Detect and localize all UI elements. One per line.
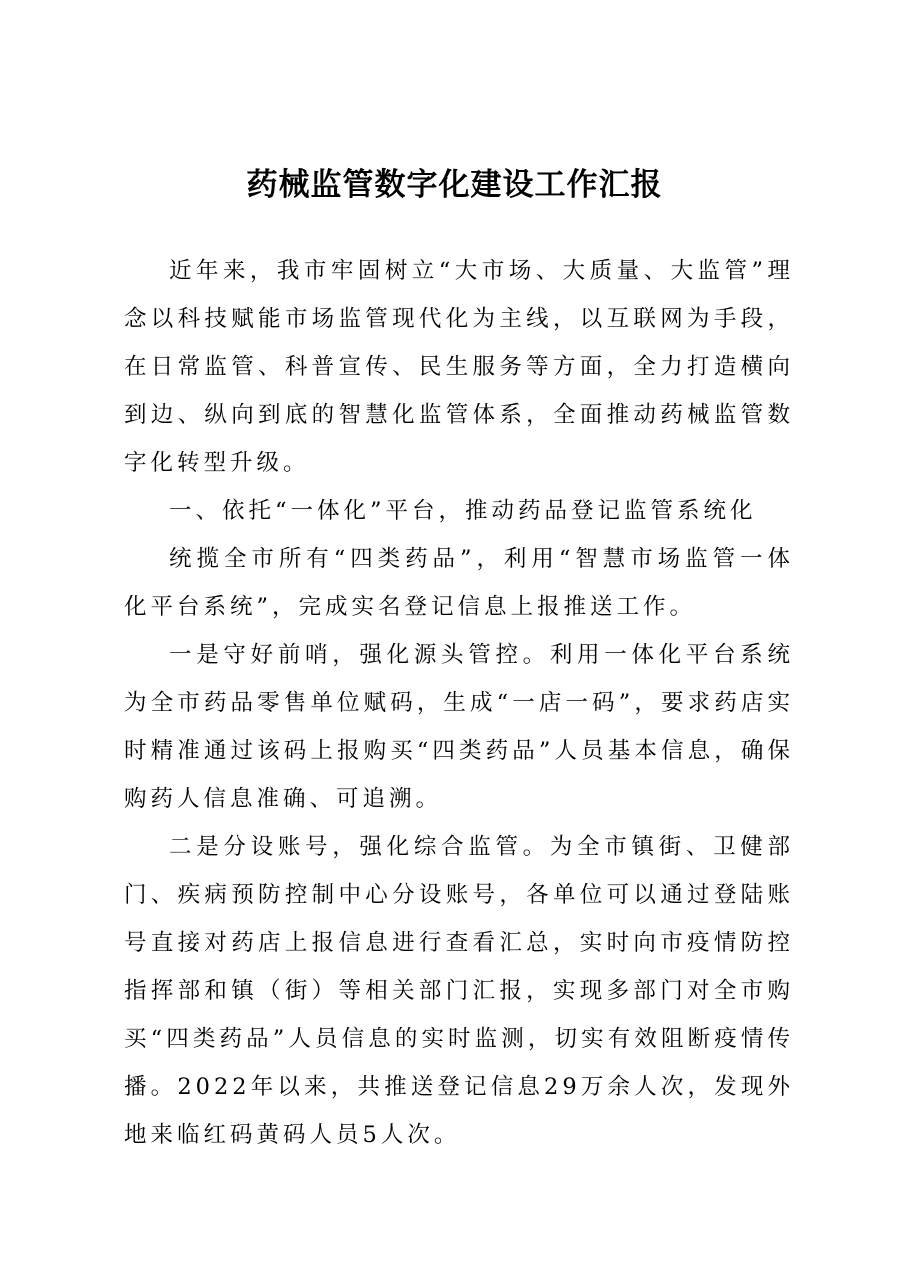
paragraph-intro: 近年来，我市牢固树立“大市场、大质量、大监管”理念以科技赋能市场监管现代化为主线，以互联网为手段，在日常监管、科普宣传、民生服务等方面，全力打造横向到边、纵向到底的智慧化监管体系，全面推动药械监管数字化转型升级。 [124, 258, 794, 476]
document-title: 药械监管数字化建设工作汇报 [246, 167, 663, 203]
paragraph-overview: 统揽全市所有“四类药品”，利用“智慧市场监管一体化平台系统”，完成实名登记信息上报推送工作。 [124, 546, 794, 620]
paragraph-point-one: 一是守好前哨，强化源头管控。利用一体化平台系统为全市药品零售单位赋码，生成“一店一码”，要求药店实时精准通过该码上报购买“四类药品”人员基本信息，确保购药人信息准确、可追溯。 [124, 642, 794, 812]
section-heading: 一、依托“一体化”平台，推动药品登记监管系统化 [169, 498, 757, 524]
document-body [124, 247, 794, 1159]
paragraph-point-two: 二是分设账号，强化综合监管。为全市镇街、卫健部门、疾病预防控制中心分设账号，各单位可以通过登陆账号直接对药店上报信息进行查看汇总，实时向市疫情防控指挥部和镇（街）等相关部门汇报，实现多部门对全市购买“四类药品”人员信息的实时监测，切实有效阻断疫情传播。2022年以来，共推送登记信息29万余人次，发现外地来临红码黄码人员5人次。 [124, 834, 794, 1148]
